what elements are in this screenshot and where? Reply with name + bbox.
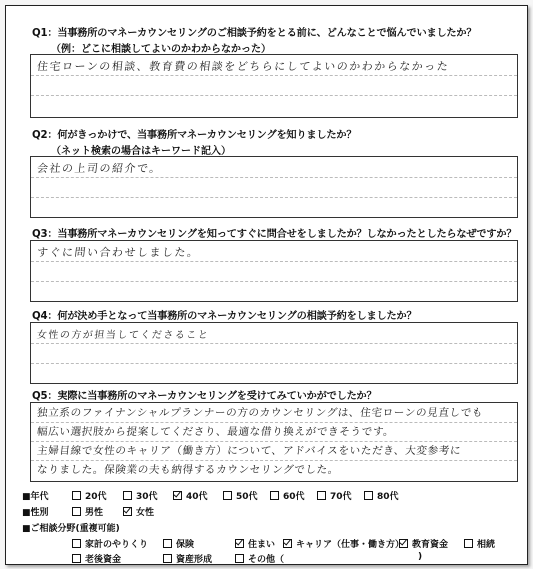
age-option-80[interactable]: 80代 [364,489,399,502]
age-checkbox-70[interactable] [317,491,326,500]
q3-answer-box [30,240,518,302]
gender-option-female[interactable]: 女性 [123,505,154,518]
field-checkbox-housing[interactable] [235,539,244,548]
q4-title: Q4：何が決め手となって当事務所のマネーカウンセリングの相談予約をしましたか？ [32,311,417,322]
q1-title: Q1：当事務所のマネーカウンセリングのご相談予約をとる前に、どんなことで悩んでいましたか？ [32,28,477,39]
q3-answer-line: すぐに問い合わせしました。 [36,246,201,259]
field-checkbox-retirement[interactable] [72,554,81,563]
survey-sheet [5,5,528,565]
age-option-50[interactable]: 50代 [223,489,258,502]
gender-label: ■性別 [22,508,49,518]
age-checkbox-40[interactable] [173,491,182,500]
q5-answer-line-3: 主婦目線で女性のキャリア（働き方）について、アドバイスをいただき、大変参考に [36,445,462,457]
field-option-retirement[interactable]: 老後資金 [72,552,121,565]
field-checkbox-asset[interactable] [163,554,172,563]
age-label: ■年代 [22,492,49,502]
field-option-career[interactable]: キャリア（仕事・働き方） [283,537,404,550]
field-checkbox-inheritance[interactable] [464,539,473,548]
field-option-insurance[interactable]: 保険 [163,537,194,550]
field-checkbox-insurance[interactable] [163,539,172,548]
field-option-inheritance[interactable]: 相続 [464,537,495,550]
gender-option-male[interactable]: 男性 [72,505,103,518]
gender-checkbox-male[interactable] [72,507,81,516]
age-option-20[interactable]: 20代 [72,489,107,502]
age-option-40[interactable]: 40代 [173,489,208,502]
age-checkbox-60[interactable] [270,491,279,500]
q5-answer-line-1: 独立系のファイナンシャルプランナーの方のカウンセリングは、住宅ローンの見直しでも [36,407,484,419]
q1-answer-line: 住宅ローンの相談、教育費の相談をどちらにしてよいのかわからなかった [36,60,450,73]
q2-subtitle: （ネット検索の場合はキーワード記入） [51,146,231,157]
age-checkbox-50[interactable] [223,491,232,500]
field-checkbox-other[interactable] [235,554,244,563]
gender-checkbox-female[interactable] [123,507,132,516]
q1-answer-box [30,54,518,118]
age-checkbox-30[interactable] [123,491,132,500]
field-checkbox-education[interactable] [399,539,408,548]
q4-answer-line: 女性の方が担当してくださること [36,330,210,341]
field-option-education[interactable]: 教育資金 [399,537,448,550]
q3-title: Q3：当事務所マネーカウンセリングを知ってすぐに問合せをしましたか？しなかったとしたらなぜですか？ [32,229,517,240]
field-checkbox-career[interactable] [283,539,292,548]
age-option-60[interactable]: 60代 [270,489,305,502]
age-checkbox-20[interactable] [72,491,81,500]
field-option-other[interactable]: その他（ [235,552,284,565]
q2-answer-line: 会社の上司の紹介で。 [36,162,163,175]
q5-answer-line-2: 幅広い選択肢から提案してくださり、最適な借り換えができそうです。 [36,426,395,438]
field-checkbox-household[interactable] [72,539,81,548]
age-option-70[interactable]: 70代 [317,489,352,502]
q2-title: Q2：何がきっかけで、当事務所マネーカウンセリングを知りましたか？ [32,130,357,141]
q5-answer-box [30,402,518,482]
field-label: ■ご相談分野(重複可能) [22,524,120,534]
q4-answer-box [30,322,518,384]
q2-answer-box [30,156,518,218]
q5-title: Q5：実際に当事務所のマネーカウンセリングを受けてみていかがでしたか？ [32,391,377,402]
age-checkbox-80[interactable] [364,491,373,500]
age-option-30[interactable]: 30代 [123,489,158,502]
field-option-asset[interactable]: 資産形成 [163,552,212,565]
q5-answer-line-4: なりました。保険業の夫も納得するカウンセリングでした。 [36,464,340,476]
q1-subtitle: （例：どこに相談してよいのかわからなかった） [51,44,271,55]
other-close-paren: ) [418,552,423,562]
field-option-household[interactable]: 家計のやりくり [72,537,148,550]
field-option-housing[interactable]: 住まい [235,537,275,550]
